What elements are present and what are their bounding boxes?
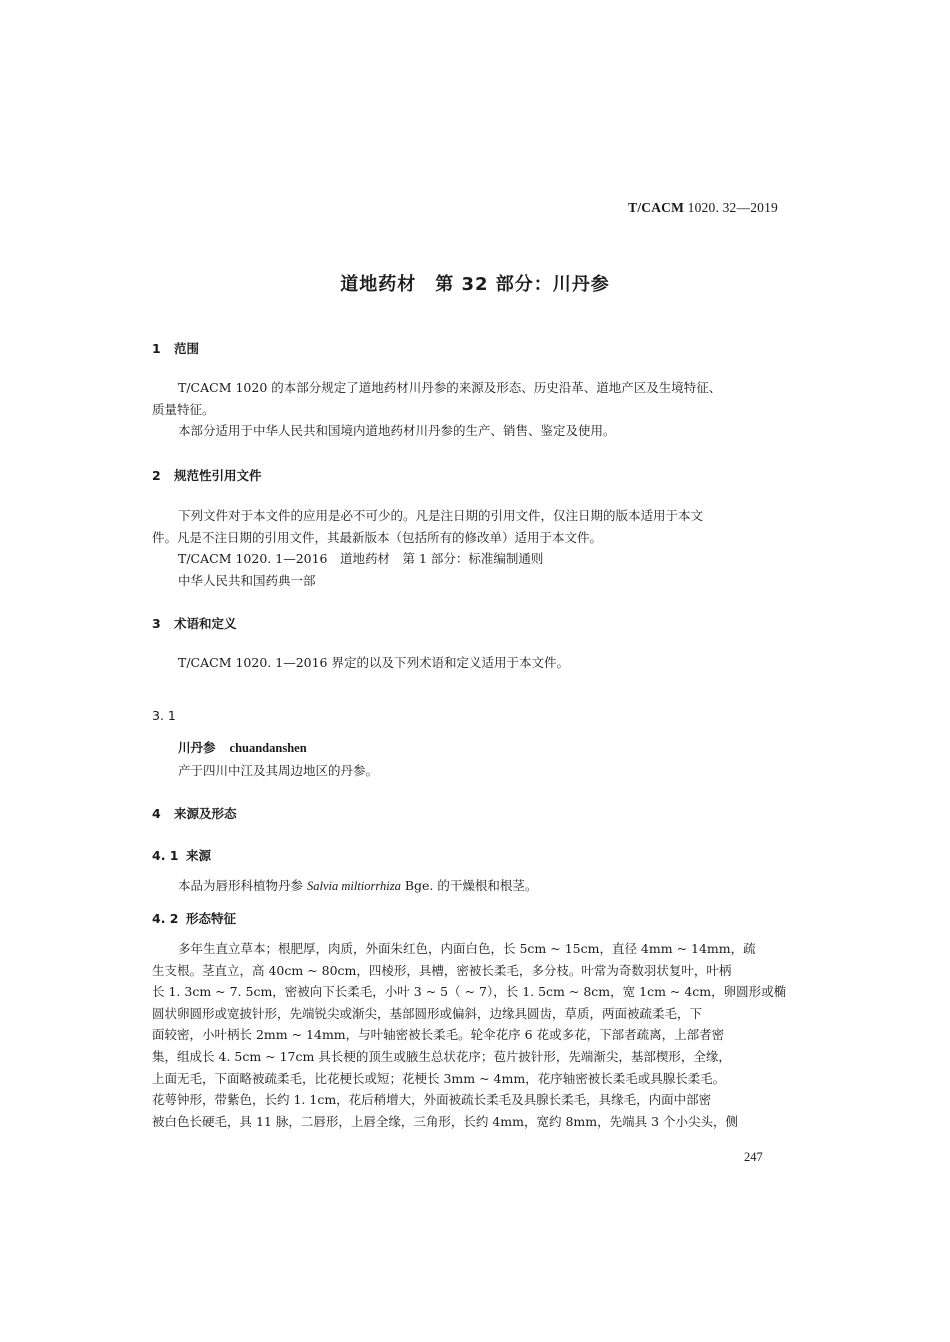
morphology-line: 多年生直立草本；根肥厚，肉质，外面朱红色，内面白色，长 5cm ~ 15cm，直径 4mm ~ 14mm，疏 (178, 941, 756, 956)
section-1-para1-line1: T/CACM 1020 的本部分规定了道地药材川丹参的来源及形态、历史沿革、道地产区及生境特征、 (178, 380, 722, 395)
morphology-line: 上面无毛，下面略被疏柔毛，比花梗长或短；花梗长 3mm ~ 4mm，花序轴密被长柔毛或具腺长柔毛。 (152, 1070, 726, 1086)
term-english: chuandanshen (229, 741, 307, 755)
section-1-para1-line2: 质量特征。 (152, 401, 215, 417)
section-2-heading: 2 规范性引用文件 (152, 468, 262, 483)
section-2-body (152, 505, 780, 591)
section-4-1-body (152, 875, 780, 898)
section-4-heading: 4 来源及形态 (152, 806, 237, 821)
section-1-para2: 本部分适用于中华人民共和国境内道地药材川丹参的生产、销售、鉴定及使用。 (178, 423, 616, 439)
term-definition: 产于四川中江及其周边地区的丹参。 (178, 762, 379, 778)
document-title: 道地药材 第 32 部分：川丹参 (340, 274, 610, 295)
section-3-para1: T/CACM 1020. 1—2016 界定的以及下列术语和定义适用于本文件。 (178, 655, 569, 670)
section-2-reference-2: 中华人民共和国药典一部 (178, 572, 316, 588)
section-3-heading: 3 术语和定义 (152, 616, 237, 631)
section-4-2-body (152, 938, 787, 1132)
standard-code-prefix: T/CACM (628, 200, 685, 215)
section-3-1-body (152, 737, 780, 781)
section-2-para1-line1: 下列文件对于本文件的应用是必不可少的。凡是注日期的引用文件，仅注日期的版本适用于本文 (178, 508, 704, 523)
morphology-line: 生支根。茎直立，高 40cm ~ 80cm，四棱形，具槽，密被长柔毛，多分枝。叶常为奇数羽状复叶，叶柄 (152, 962, 732, 978)
section-1-heading: 1 范围 (152, 341, 200, 356)
morphology-line: 花萼钟形，带紫色，长约 1. 1cm，花后稍增大，外面被疏长柔毛及具腺长柔毛，具缘毛，内面中部密 (152, 1092, 712, 1108)
section-2-para1-line2: 件。凡是不注日期的引用文件，其最新版本（包括所有的修改单）适用于本文件。 (152, 529, 603, 545)
page-number: 247 (744, 1150, 763, 1164)
morphology-line: 被白色长硬毛，具 11 脉，二唇形，上唇全缘，三角形，长约 4mm，宽约 8mm，先端具 3 个小尖头，侧 (152, 1113, 739, 1129)
section-4-1-heading: 4. 1 来源 (152, 848, 212, 863)
term-chinese: 川丹参 (178, 740, 216, 755)
section-3-1-number: 3. 1 (152, 708, 176, 723)
section-1-body (152, 377, 780, 442)
section-4-1-text: 本品为唇形科植物丹参 Salvia miltiorrhiza Bge. 的干燥根和根茎。 (178, 878, 538, 893)
section-2-reference-1: T/CACM 1020. 1—2016 道地药材 第 1 部分：标准编制通则 (178, 551, 544, 567)
term-entry (152, 737, 780, 760)
section-3-body (152, 652, 780, 674)
latin-name: Salvia miltiorrhiza (306, 879, 401, 893)
section-4-2-heading: 4. 2 形态特征 (152, 911, 237, 926)
standard-code-number: 1020. 32—2019 (687, 200, 778, 215)
morphology-line: 面较密，小叶柄长 2mm ~ 14mm，与叶轴密被长柔毛。轮伞花序 6 花或多花，下部者疏离，上部者密 (152, 1027, 725, 1043)
morphology-line: 长 1. 3cm ~ 7. 5cm，密被向下长柔毛，小叶 3 ~ 5（ ~ 7），长 1. 5cm ~ 8cm，宽 1cm ~ 4cm，卵圆形或椭 (152, 984, 787, 1000)
standard-code (628, 200, 778, 216)
morphology-line: 圆状卵圆形或宽披针形，先端锐尖或渐尖，基部圆形或偏斜，边缘具圆齿，草质，两面被疏柔毛，下 (152, 1005, 703, 1021)
morphology-line: 集，组成长 4. 5cm ~ 17cm 具长梗的顶生或腋生总状花序；苞片披针形，先端渐尖，基部楔形，全缘， (152, 1048, 731, 1064)
